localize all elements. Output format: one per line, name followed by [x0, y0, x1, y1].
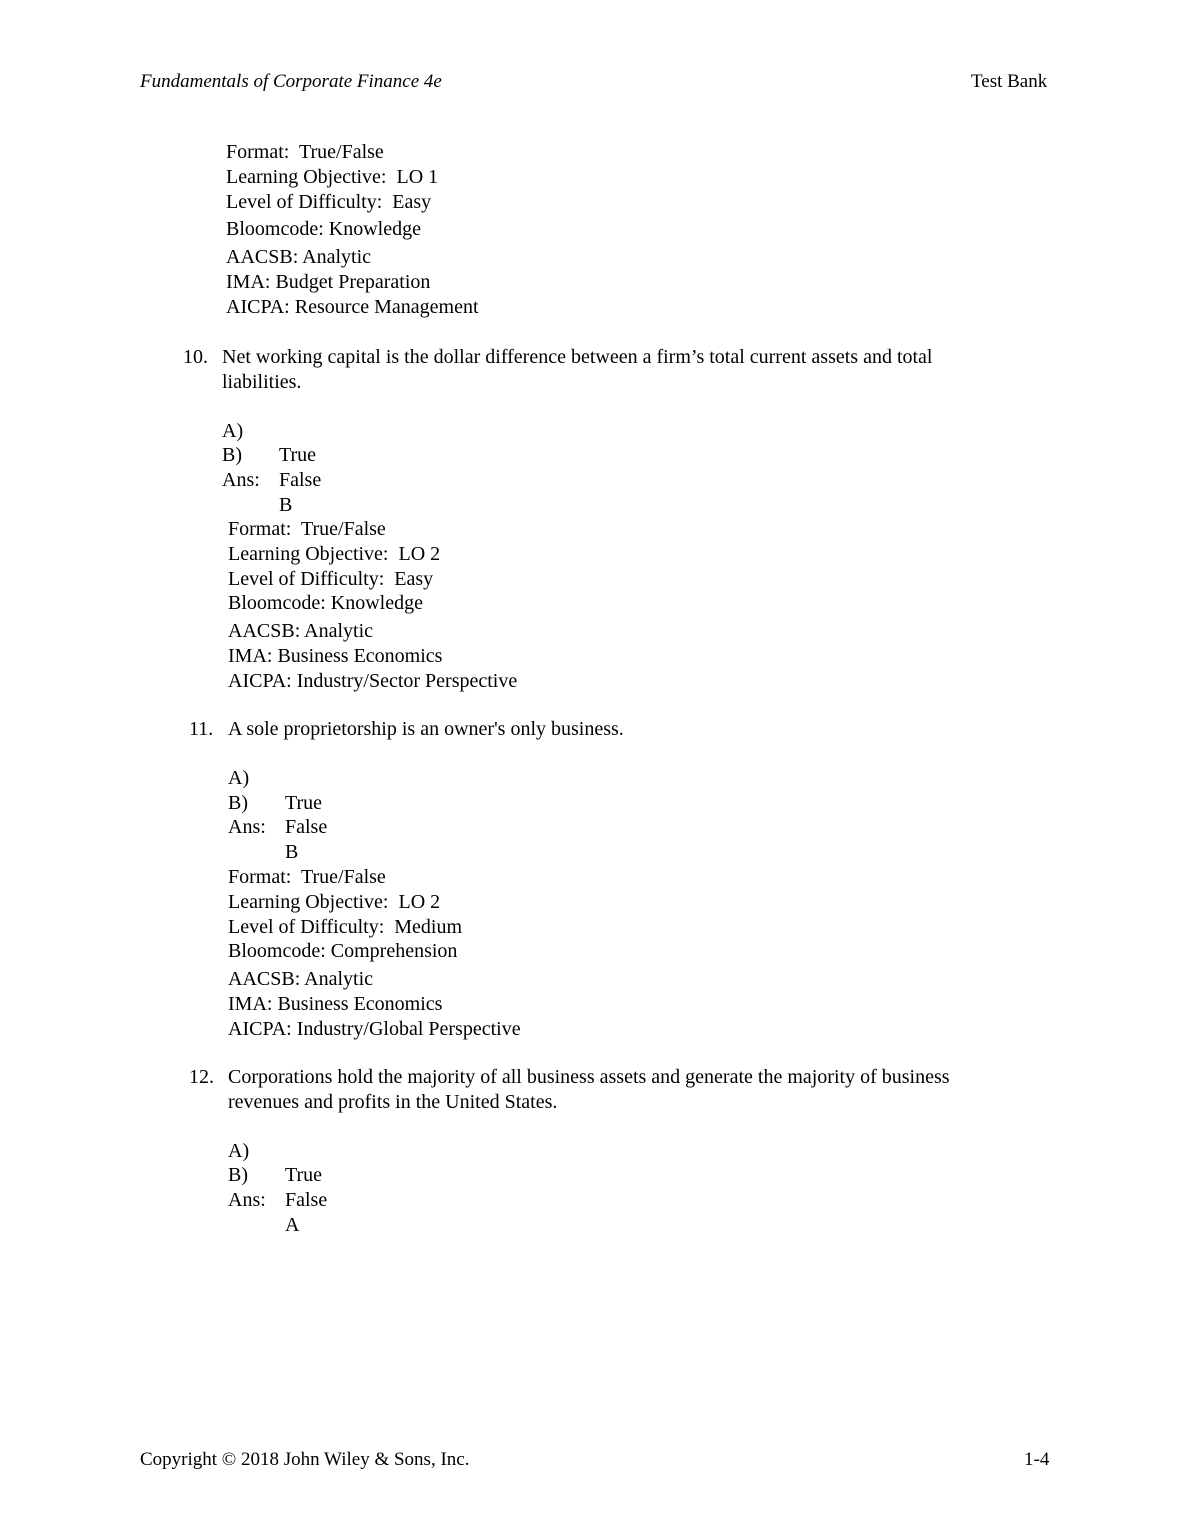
metadata-aacsb: AACSB: Analytic [228, 620, 374, 643]
page-number: 1-4 [1024, 1449, 1050, 1470]
metadata-aicpa: AICPA: Industry/Global Perspective [228, 1017, 521, 1040]
question-text-line: Corporations hold the majority of all business assets and generate the majority of business [228, 1066, 950, 1088]
metadata-bloomcode: Bloomcode: Knowledge [226, 218, 421, 241]
question-number: 12. [189, 1066, 214, 1088]
answer-key [228, 1163, 300, 1261]
metadata-aicpa: AICPA: Resource Management [226, 295, 479, 318]
metadata-aacsb: AACSB: Analytic [228, 968, 374, 991]
option-text: True [279, 444, 317, 467]
copyright-footer: Copyright © 2018 John Wiley & Sons, Inc. [140, 1449, 470, 1470]
question-text-line: revenues and profits in the United States. [228, 1090, 558, 1113]
option-text: True [285, 1164, 323, 1187]
option-letter: B) [222, 444, 242, 467]
question-text-line: A sole proprietorship is an owner's only business. [228, 718, 624, 740]
metadata-bloomcode: Bloomcode: Knowledge [228, 592, 423, 615]
answer-label: Ans: [228, 1188, 266, 1211]
question-10 [0, 345, 1190, 516]
metadata-aicpa: AICPA: Industry/Sector Perspective [228, 669, 518, 692]
option-text: False [279, 468, 322, 491]
question-metadata-block [226, 140, 479, 320]
metadata-ima: IMA: Budget Preparation [226, 270, 431, 293]
metadata-ima: IMA: Business Economics [228, 992, 443, 1015]
option-letter: A) [228, 1139, 250, 1162]
option-letter: B) [228, 791, 248, 814]
question-text-line: Net working capital is the dollar difference between a firm’s total current assets and total [222, 346, 933, 368]
question-11 [0, 717, 1190, 863]
running-header-section: Test Bank [971, 71, 1048, 92]
answer-value: B [279, 493, 293, 516]
option-letter: B) [228, 1164, 248, 1187]
answer-value: B [285, 840, 299, 863]
option-text: False [285, 816, 328, 839]
metadata-learning-objective: Learning Objective: LO 1 [226, 165, 439, 188]
option-text: True [285, 791, 323, 814]
running-header-title: Fundamentals of Corporate Finance 4e [140, 71, 442, 92]
metadata-aacsb: AACSB: Analytic [226, 246, 372, 269]
metadata-format: Format: True/False [226, 141, 384, 163]
metadata-bloomcode: Bloomcode: Comprehension [228, 940, 458, 963]
option-text: False [285, 1188, 328, 1211]
answer-label: Ans: [222, 468, 260, 491]
metadata-learning-objective: Learning Objective: LO 2 [228, 542, 441, 565]
answer-value: A [285, 1213, 300, 1236]
metadata-learning-objective: Learning Objective: LO 2 [228, 890, 441, 913]
metadata-difficulty: Level of Difficulty: Easy [226, 190, 432, 213]
metadata-difficulty: Level of Difficulty: Medium [228, 915, 463, 938]
metadata-difficulty: Level of Difficulty: Easy [228, 567, 434, 590]
question-metadata-block [228, 517, 517, 694]
question-12 [0, 1065, 1190, 1236]
question-number: 11. [189, 718, 214, 740]
metadata-format: Format: True/False [228, 866, 386, 888]
option-letter: A) [222, 419, 244, 442]
metadata-ima: IMA: Business Economics [228, 644, 443, 667]
question-number: 10. [183, 346, 208, 368]
question-metadata-block [228, 865, 521, 1042]
answer-label: Ans: [228, 816, 266, 839]
option-letter: A) [228, 767, 250, 790]
question-text-line: liabilities. [222, 370, 302, 393]
metadata-format: Format: True/False [228, 518, 386, 540]
